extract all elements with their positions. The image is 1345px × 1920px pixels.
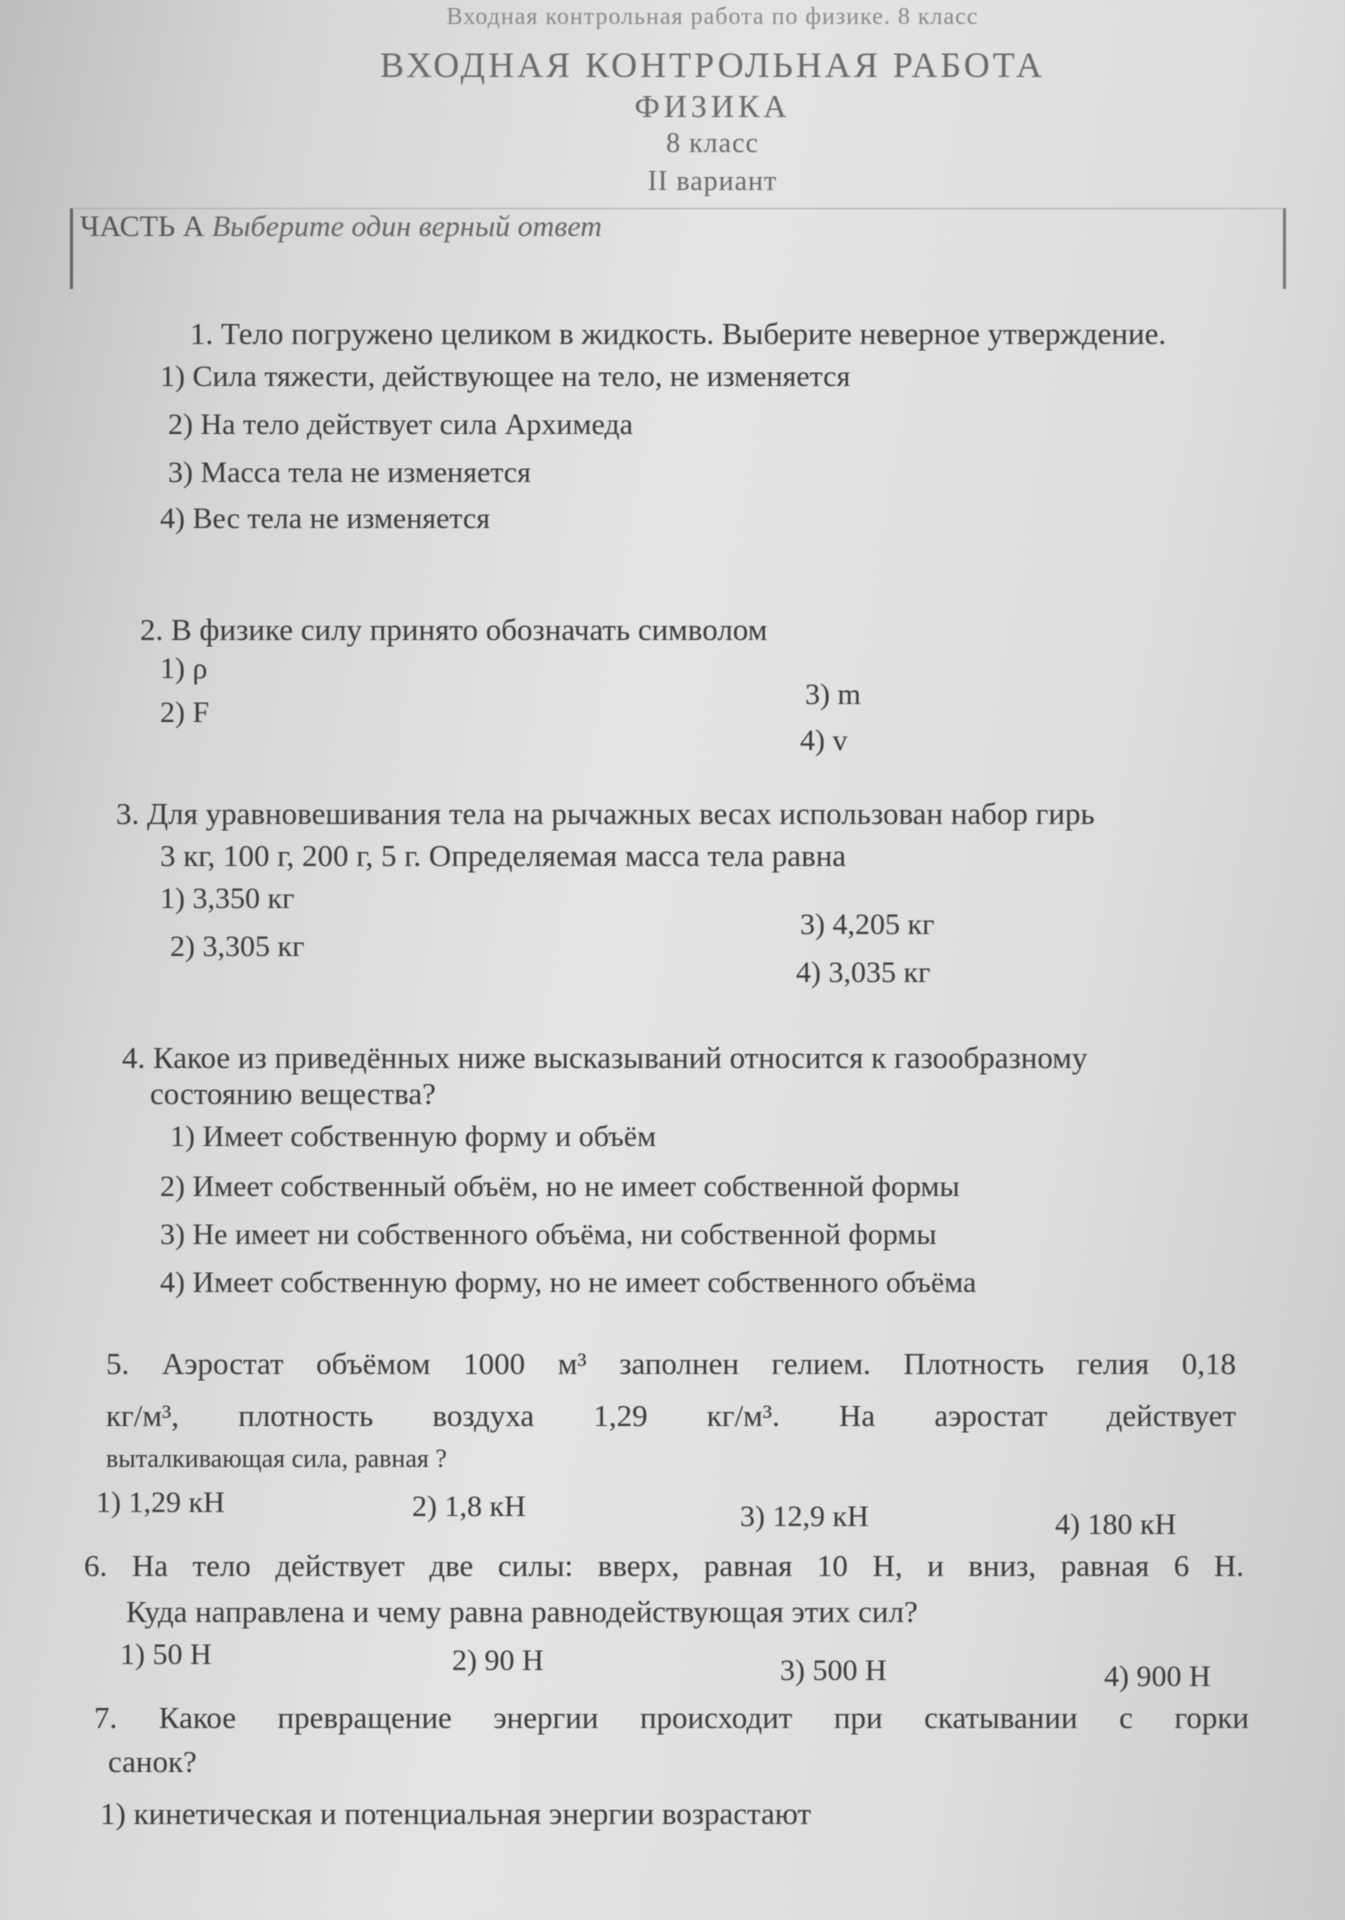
question-1-option-3: 3) Масса тела не изменяется xyxy=(168,456,531,489)
question-6-text-line-1: 6. На тело действует две силы: вверх, равная 10 Н, и вниз, равная 6 Н. xyxy=(84,1548,1244,1583)
question-1-option-2: 2) На тело действует сила Архимеда xyxy=(168,408,633,441)
question-5-text-line-1: 5. Аэростат объёмом 1000 м³ заполнен гелием. Плотность гелия 0,18 xyxy=(106,1346,1236,1381)
question-6-option-3: 3) 500 Н xyxy=(780,1654,887,1687)
part-a-instruction: Выберите один верный ответ xyxy=(211,210,602,243)
question-6-option-4: 4) 900 Н xyxy=(1104,1660,1211,1693)
question-5-option-2: 2) 1,8 кН xyxy=(412,1490,526,1523)
question-5-option-4: 4) 180 кН xyxy=(1055,1508,1177,1541)
question-7-text-line-2: санок? xyxy=(108,1744,197,1779)
question-4-option-1: 1) Имеет собственную форму и объём xyxy=(170,1120,657,1153)
grade-label: 8 класс xyxy=(666,128,759,159)
running-header: Входная контрольная работа по физике. 8 класс xyxy=(446,4,979,30)
question-6-option-1: 1) 50 Н xyxy=(120,1638,212,1671)
question-4-text-line-1: 4. Какое из приведённых ниже высказываний относится к газообразному xyxy=(122,1040,1088,1075)
subject-title: ФИЗИКА xyxy=(634,88,791,124)
question-2-option-1: 1) ρ xyxy=(160,652,208,685)
question-3-option-2: 2) 3,305 кг xyxy=(170,930,305,963)
question-5-text-line-2: кг/м³, плотность воздуха 1,29 кг/м³. На аэростат действует xyxy=(106,1398,1236,1433)
question-6-text-line-2: Куда направлена и чему равна равнодействующая этих сил? xyxy=(126,1594,918,1629)
question-1-option-1: 1) Сила тяжести, действующее на тело, не изменяется xyxy=(160,360,851,393)
question-6-option-2: 2) 90 Н xyxy=(452,1644,544,1677)
question-3-option-1: 1) 3,350 кг xyxy=(160,882,295,915)
question-1-option-4: 4) Вес тела не изменяется xyxy=(160,502,490,535)
question-5-option-1: 1) 1,29 кН xyxy=(96,1486,225,1519)
question-4-text-line-2: состоянию вещества? xyxy=(150,1076,436,1111)
question-2-option-4: 4) v xyxy=(800,724,848,757)
part-a-heading xyxy=(80,210,602,244)
question-7-option-1: 1) кинетическая и потенциальная энергии возрастают xyxy=(100,1796,812,1831)
question-3-option-4: 4) 3,035 кг xyxy=(796,956,931,989)
question-2-option-2: 2) F xyxy=(160,696,210,729)
question-7-text-line-1: 7. Какое превращение энергии происходит при скатывании с горки xyxy=(94,1700,1249,1735)
question-1-text: 1. Тело погружено целиком в жидкость. Выберите неверное утверждение. xyxy=(190,316,1167,351)
question-4-option-3: 3) Не имеет ни собственного объёма, ни собственной формы xyxy=(160,1218,937,1251)
part-a-label: ЧАСТЬ А xyxy=(80,210,205,243)
question-5-option-3: 3) 12,9 кН xyxy=(740,1500,869,1533)
question-2-option-3: 3) m xyxy=(805,678,861,711)
question-4-option-4: 4) Имеет собственную форму, но не имеет собственного объёма xyxy=(160,1266,977,1299)
variant-label: II вариант xyxy=(647,166,778,197)
question-4-option-2: 2) Имеет собственный объём, но не имеет собственной формы xyxy=(160,1170,960,1203)
question-3-option-3: 3) 4,205 кг xyxy=(800,908,935,941)
document-title: ВХОДНАЯ КОНТРОЛЬНАЯ РАБОТА xyxy=(380,45,1045,85)
question-5-text-line-3: выталкивающая сила, равная ? xyxy=(106,1444,447,1473)
question-3-text-line-2: 3 кг, 100 г, 200 г, 5 г. Определяемая масса тела равна xyxy=(160,838,847,873)
question-2-text: 2. В физике силу принято обозначать символом xyxy=(140,612,768,647)
question-3-text-line-1: 3. Для уравновешивания тела на рычажных весах использован набор гирь xyxy=(116,796,1095,831)
